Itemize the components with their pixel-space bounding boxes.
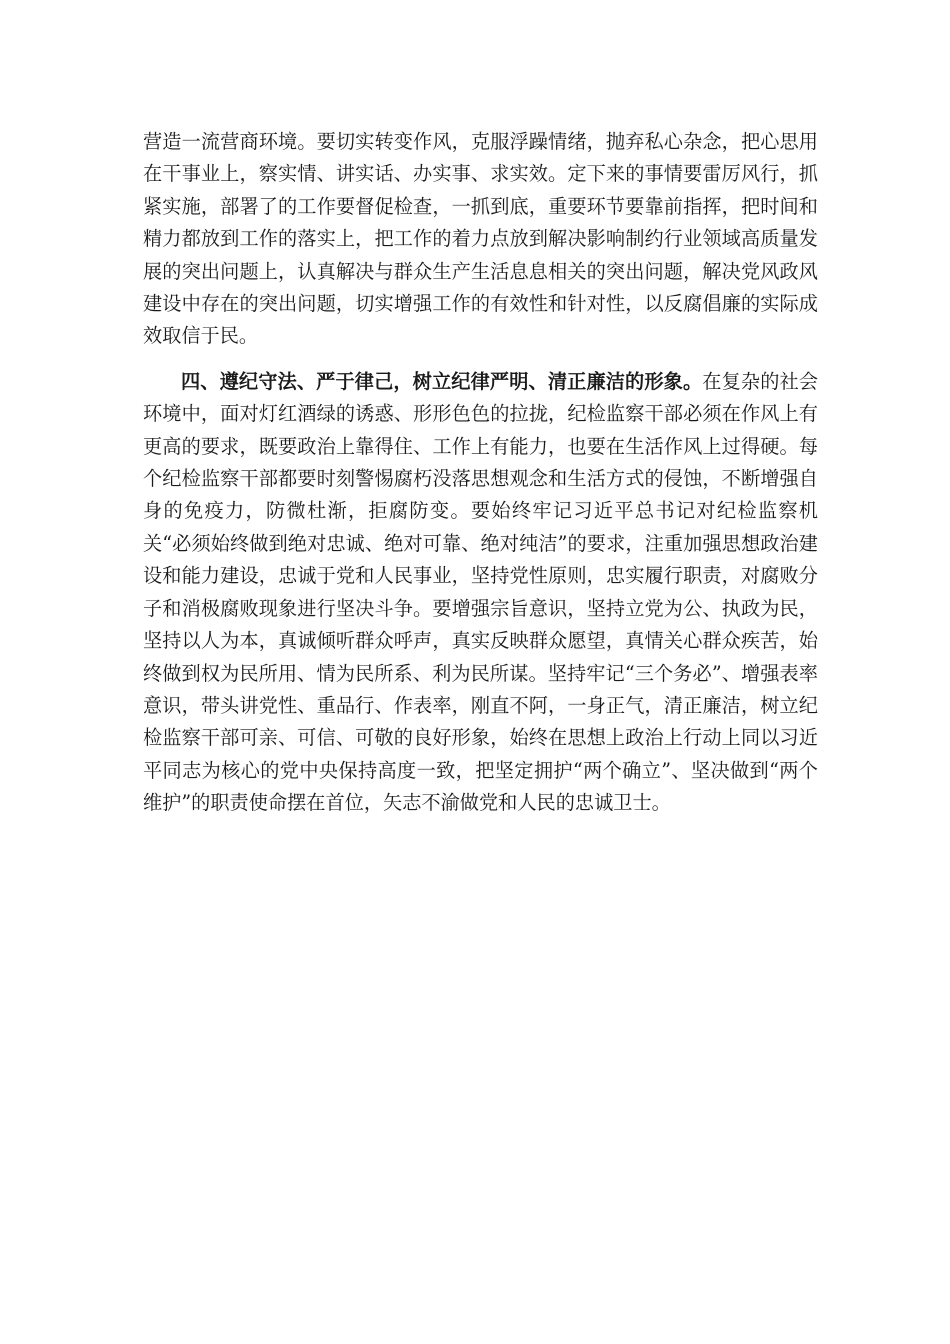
paragraph-text: 在复杂的社会环境中，面对灯红酒绿的诱惑、形形色色的拉拢，纪检监察干部必须在作风上有更高的要求，既要政治上靠得住、工作上有能力，也要在生活作风上过得硬。每个纪检监察干部都要时刻警惕腐朽没落思想观念和生活方式的侵蚀，不断增强自身的免疫力，防微杜渐，拒腐防变。要始终牢记习近平总书记对纪检监察机关“必须始终做到绝对忠诚、绝对可靠、绝对纯洁”的要求，注重加强思想政治建设和能力建设，忠诚于党和人民事业，坚持党性原则，忠实履行职责，对腐败分子和消极腐败现象进行坚决斗争。要增强宗旨意识，坚持立党为公、执政为民，坚持以人为本，真诚倾听群众呼声，真实反映群众愿望，真情关心群众疾苦，始终做到权为民所用、情为民所系、利为民所谋。坚持牢记“三个务必”、增强表率意识，带头讲党性、重品行、作表率，刚直不阿，一身正气，清正廉洁，树立纪检监察干部可亲、可信、可敬的良好形象，始终在思想上政治上行动上同以习近平同志为核心的党中央保持高度一致，把坚定拥护“两个确立”、坚决做到“两个维护”的职责使命摆在首位，矢志不渝做党和人民的忠诚卫士。: [143, 369, 819, 815]
document-body: [143, 126, 818, 820]
section-heading: 四、遵纪守法、严于律己，树立纪律严明、清正廉洁的形象。: [181, 369, 703, 393]
paragraph-text: 营造一流营商环境。要切实转变作风，克服浮躁情绪，抛弃私心杂念，把心思用在干事业上，察实情、讲实话、办实事、求实效。定下来的事情要雷厉风行，抓紧实施，部署了的工作要督促检查，一抓到底，重要环节要靠前指挥，把时间和精力都放到工作的落实上，把工作的着力点放到解决影响制约行业领域高质量发展的突出问题上，认真解决与群众生产生活息息相关的突出问题，解决党风政风建设中存在的突出问题，切实增强工作的有效性和针对性，以反腐倡廉的实际成效取信于民。: [143, 130, 818, 348]
paragraph-continuation: [143, 126, 818, 353]
paragraph-section-four: [143, 366, 818, 820]
